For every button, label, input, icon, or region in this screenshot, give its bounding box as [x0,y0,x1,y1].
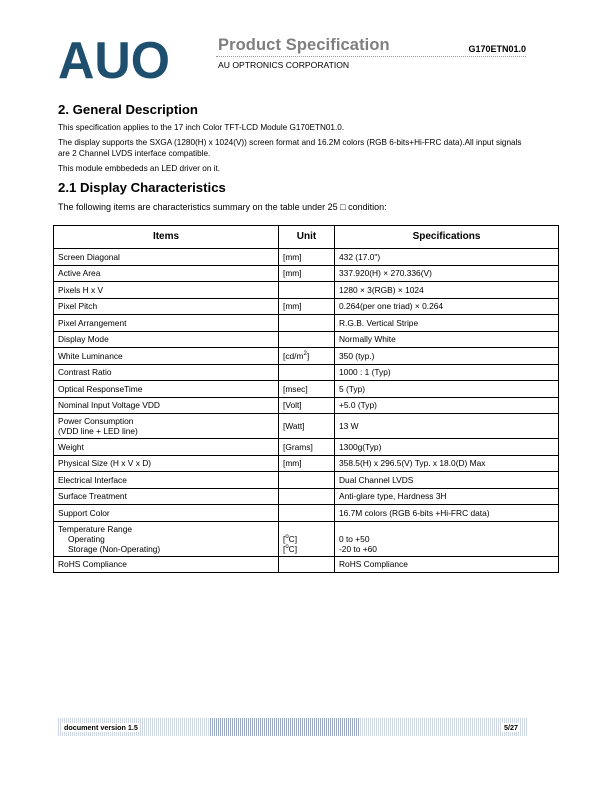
item-cell: RoHS Compliance [54,556,279,573]
unit-cell [279,315,335,332]
general-description-heading: 2. General Description [58,102,198,117]
unit-cell: [Volt] [279,397,335,414]
table-row [54,364,559,381]
spec-cell: Dual Channel LVDS [335,472,559,489]
table-row [54,249,559,266]
spec-cell: Anti-glare type, Hardness 3H [335,488,559,505]
unit-cell: [Watt] [279,414,335,439]
table-row [54,439,559,456]
unit-cell [279,556,335,573]
spec-cell: 16.7M colors (RGB 6-bits +Hi-FRC data) [335,505,559,522]
unit-cell [279,331,335,348]
spec-cell: 5 (Typ) [335,381,559,398]
model-number: G170ETN01.0 [468,44,526,54]
spec-cell: 1300g(Typ) [335,439,559,456]
item-cell: Contrast Ratio [54,364,279,381]
header-specifications: Specifications [335,226,559,249]
item-cell: Pixels H x V [54,282,279,299]
table-row [54,505,559,522]
table-row [54,265,559,282]
unit-cell: [mm] [279,249,335,266]
unit-cell [279,282,335,299]
unit-cell [279,505,335,522]
item-cell: Power Consumption (VDD line + LED line) [54,414,279,439]
general-para-3: This module embbededs an LED driver on it. [58,164,221,173]
table-row [54,414,559,439]
spec-cell: +5.0 (Typ) [335,397,559,414]
table-row [54,556,559,573]
item-cell: Temperature Range Operating Storage (Non-Operating) [54,521,279,556]
table-row [54,488,559,505]
table-row [54,315,559,332]
unit-cell [279,364,335,381]
spec-cell: 1280 × 3(RGB) × 1024 [335,282,559,299]
display-characteristics-heading: 2.1 Display Characteristics [58,180,226,195]
spec-cell: 358.5(H) x 296.5(V) Typ. x 18.0(D) Max [335,455,559,472]
table-row [54,381,559,398]
page-number: 5/27 [504,723,518,732]
spec-cell: 13 W [335,414,559,439]
spec-cell: 350 (typ.) [335,348,559,365]
table-row [54,397,559,414]
item-cell: Active Area [54,265,279,282]
general-para-1: This specification applies to the 17 inch Color TFT-LCD Module G170ETN01.0. [58,123,345,132]
item-cell: Weight [54,439,279,456]
item-cell: Pixel Arrangement [54,315,279,332]
spec-cell: R.G.B. Vertical Stripe [335,315,559,332]
unit-cell: [$^o$C] [$^o$C] [279,521,335,556]
footer-pattern-accent [210,718,360,736]
item-cell: Support Color [54,505,279,522]
spec-cell: 0 to +50 -20 to +60 [335,521,559,556]
general-para-2: The display supports the SXGA (1280(H) x 1024(V)) screen format and 16.2M colors (RGB 6-bits+Hi-FRC data).All input signals are 2 Channel LVDS interface compatible. [58,138,522,158]
item-cell: Electrical Interface [54,472,279,489]
display-intro: The following items are characteristics summary on the table under 25 □ condition: [58,202,387,212]
company-name: AU OPTRONICS CORPORATION [218,60,350,70]
spec-cell: 1000 : 1 (Typ) [335,364,559,381]
item-cell: Surface Treatment [54,488,279,505]
header-divider [216,56,526,57]
spec-cell: Normally White [335,331,559,348]
table-row [54,472,559,489]
unit-cell: [mm] [279,455,335,472]
header-unit: Unit [279,226,335,249]
unit-cell: [msec] [279,381,335,398]
item-cell: White Luminance [54,348,279,365]
characteristics-table [53,225,559,573]
item-cell: Optical ResponseTime [54,381,279,398]
unit-cell [279,472,335,489]
spec-cell: 0.264(per one triad) × 0.264 [335,298,559,315]
document-version: document version 1.5 [64,723,138,732]
item-cell: Physical Size (H x V x D) [54,455,279,472]
spec-cell: 432 (17.0") [335,249,559,266]
table-row [54,298,559,315]
unit-cell: [mm] [279,298,335,315]
document-title: Product Specification [218,36,390,54]
unit-cell: [mm] [279,265,335,282]
spec-cell: 337.920(H) × 270.336(V) [335,265,559,282]
table-row [54,348,559,365]
item-cell: Pixel Pitch [54,298,279,315]
table-row [54,455,559,472]
spec-cell: RoHS Compliance [335,556,559,573]
table-row [54,331,559,348]
header-items: Items [54,226,279,249]
item-cell: Display Mode [54,331,279,348]
item-cell: Screen Diagonal [54,249,279,266]
unit-cell: [Grams] [279,439,335,456]
auo-logo [58,40,170,80]
svg-text:AUO: AUO [58,40,170,80]
item-cell: Nominal Input Voltage VDD [54,397,279,414]
unit-cell [279,488,335,505]
table-header-row [54,226,559,249]
table-row [54,282,559,299]
table-row [54,521,559,556]
unit-cell: $[cd/m^2]$ [279,348,335,365]
